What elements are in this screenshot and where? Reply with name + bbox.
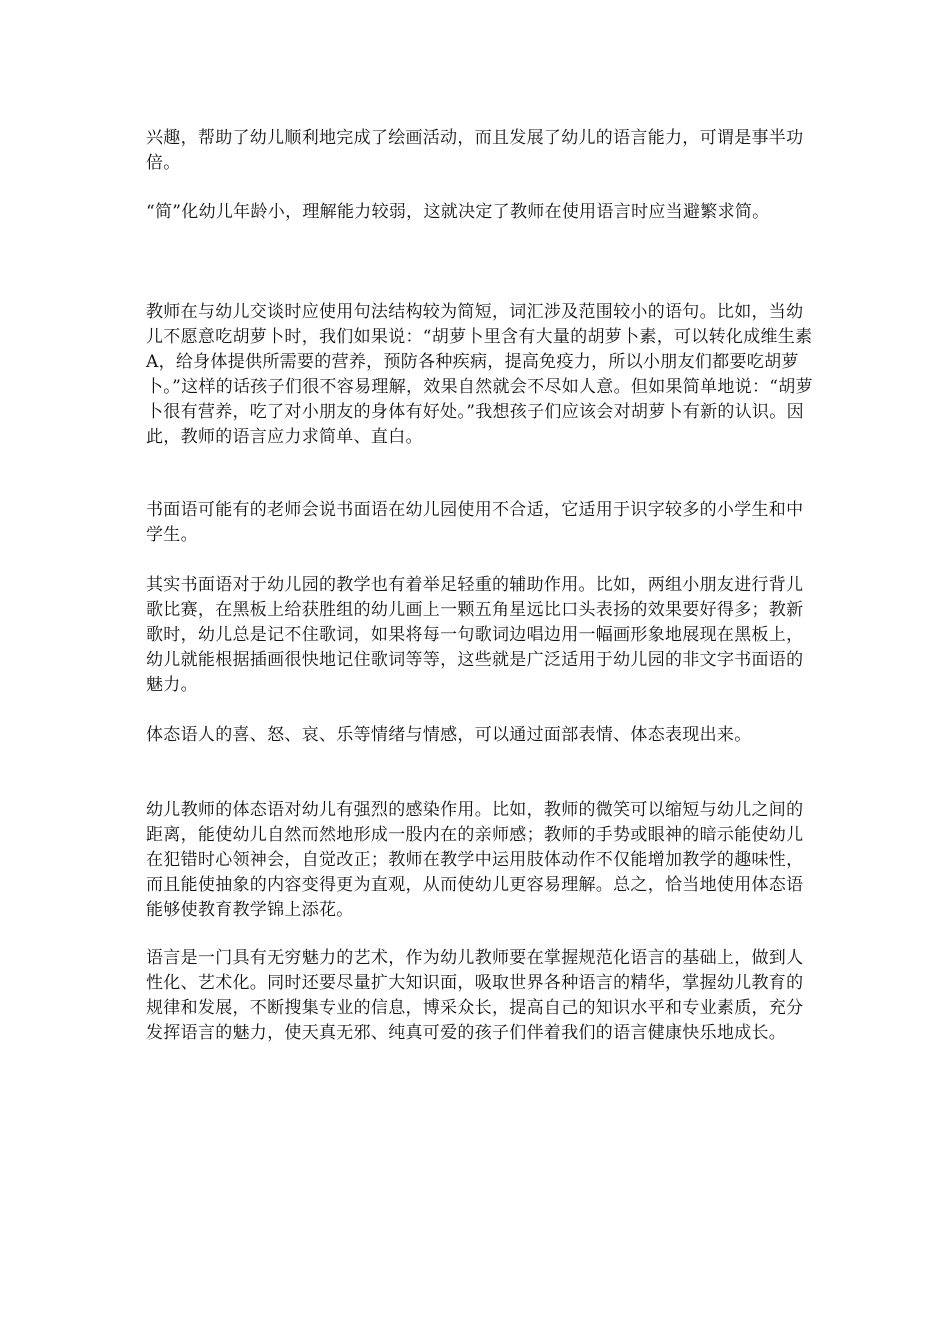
- paragraph-intro-continuation: 兴趣，帮助了幼儿顺利地完成了绘画活动，而且发展了幼儿的语言能力，可谓是事半功倍。: [146, 128, 804, 173]
- paragraph-body-language-heading: 体态语人的喜、怒、哀、乐等情绪与情感，可以通过面部表情、体态表现出来。: [146, 725, 752, 745]
- paragraph-simplify-heading: “简”化幼儿年龄小，理解能力较弱，这就决定了教师在使用语言时应当避繁求简。: [146, 202, 770, 222]
- paragraph-simplify-example: 教师在与幼儿交谈时应使用句法结构较为简短，词汇涉及范围较小的语句。比如，当幼儿不愿意吃胡萝卜时，我们如果说：“胡萝卜里含有大量的胡萝卜素，可以转化成维生素A，给身体提供所需要的营养，预防各种疾病，提高免疫力，所以小朋友们都要吃胡萝卜。”这样的话孩子们很不容易理解，效果自然就会不尽如人意。但如果简单地说：“胡萝卜很有营养，吃了对小朋友的身体有好处。”我想孩子们应该会对胡萝卜有新的认识。因此，教师的语言应力求简单、直白。: [146, 302, 813, 447]
- paragraph-written-language-example: 其实书面语对于幼儿园的教学也有着举足轻重的辅助作用。比如，两组小朋友进行背儿歌比赛，在黑板上给获胜组的幼儿画上一颗五角星远比口头表扬的效果要好得多；教新歌时，幼儿总是记不住歌词，如果将每一句歌词边唱边用一幅画形象地展现在黑板上，幼儿就能根据插画很快地记住歌词等等，这些就是广泛适用于幼儿园的非文字书面语的魅力。: [146, 575, 804, 695]
- paragraph-written-language-heading: 书面语可能有的老师会说书面语在幼儿园使用不合适，它适用于识字较多的小学生和中学生。: [146, 500, 804, 545]
- paragraph-conclusion: 语言是一门具有无穷魅力的艺术，作为幼儿教师要在掌握规范化语言的基础上，做到人性化、艺术化。同时还要尽量扩大知识面，吸取世界各种语言的精华，掌握幼儿教育的规律和发展，不断搜集专业的信息，博采众长，提高自己的知识水平和专业素质，充分发挥语言的魅力，使天真无邪、纯真可爱的孩子们伴着我们的语言健康快乐地成长。: [146, 948, 804, 1043]
- paragraph-body-language-example: 幼儿教师的体态语对幼儿有强烈的感染作用。比如，教师的微笑可以缩短与幼儿之间的距离，能使幼儿自然而然地形成一股内在的亲师感；教师的手势或眼神的暗示能使幼儿在犯错时心领神会，自觉改正；教师在教学中运用肢体动作不仅能增加教学的趣味性，而且能使抽象的内容变得更为直观，从而使幼儿更容易理解。总之，恰当地使用体态语能够使教育教学锦上添花。: [146, 800, 804, 920]
